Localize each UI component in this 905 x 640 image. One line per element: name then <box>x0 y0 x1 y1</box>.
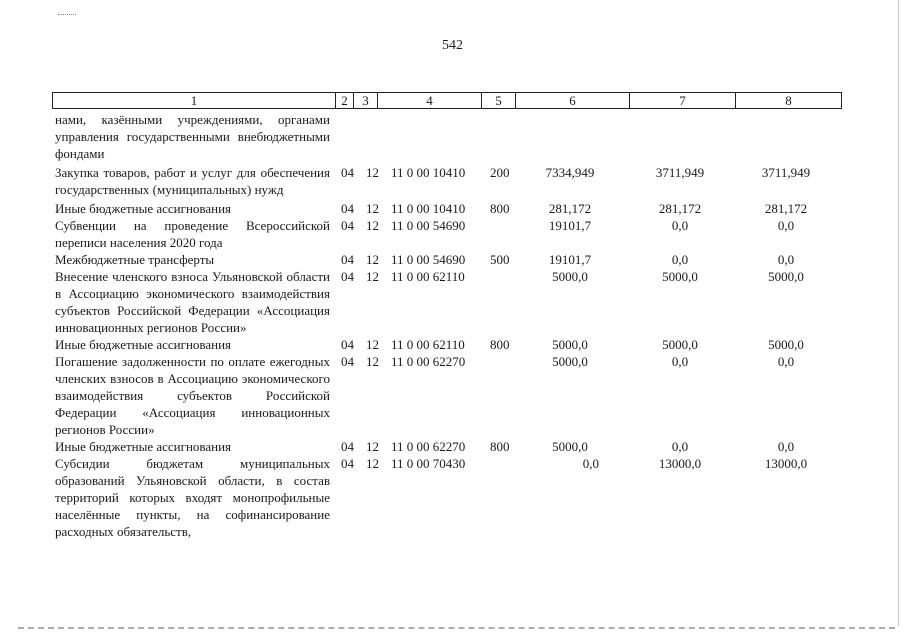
row-value-2020: 5000,0 <box>552 439 588 454</box>
row-description: Закупка товаров, работ и услуг для обеспечения государственных (муниципальных) нужд <box>55 165 330 197</box>
header-col-8: 8 <box>785 93 792 108</box>
table-row <box>0 251 905 268</box>
row-gr: 04 <box>341 456 354 471</box>
row-value-2020: 5000,0 <box>552 269 588 284</box>
row-value-2021: 281,172 <box>658 201 702 216</box>
row-rz: 12 <box>366 165 379 180</box>
row-description: Погашение задолженности по оплате ежегодных членских взносов в Ассоциацию экономического взаимодействия субъектов Российской Федерации «Ассоциация инновационных регионов России» <box>55 354 330 437</box>
row-vr: 500 <box>490 252 510 267</box>
row-value-2022: 13000,0 <box>764 456 808 471</box>
row-description: Иные бюджетные ассигнования <box>55 201 232 216</box>
row-vr: 800 <box>490 337 510 352</box>
row-csr: 11 0 00 62110 <box>391 269 465 284</box>
row-value-2021: 5000,0 <box>662 337 698 352</box>
row-value-2021: 5000,0 <box>662 269 698 284</box>
row-gr: 04 <box>341 354 354 369</box>
row-value-2022: 281,172 <box>764 201 808 216</box>
row-csr: 11 0 00 62270 <box>391 354 466 369</box>
row-description: Субсидии бюджетам муниципальных образований Ульяновской области, в состав территорий которых входят монопрофильные населённые пункты, на софинансирование расходных обязательств, <box>55 456 330 539</box>
row-value-2020: 0,0 <box>582 456 599 471</box>
row-vr: 800 <box>490 201 510 216</box>
header-col-1: 1 <box>53 93 336 108</box>
page-number: 542 <box>442 38 463 53</box>
row-description: Иные бюджетные ассигнования <box>55 337 232 352</box>
header-col-2: 2 <box>336 93 354 108</box>
row-csr: 11 0 00 70430 <box>391 456 466 471</box>
row-value-2021: 13000,0 <box>658 456 702 471</box>
row-value-2022: 0,0 <box>777 354 795 369</box>
row-description: Субвенции на проведение Всероссийской переписи населения 2020 года <box>55 218 330 250</box>
row-description: нами, казёнными учреждениями, органами управления государственными внебюджетными фондами <box>55 112 330 161</box>
row-value-2020: 19101,7 <box>548 252 592 267</box>
table-row <box>0 268 905 336</box>
row-rz: 12 <box>366 439 379 454</box>
row-rz: 12 <box>366 201 379 216</box>
header-col-4: 4 <box>378 93 482 108</box>
row-rz: 12 <box>366 354 379 369</box>
row-value-2020: 7334,949 <box>545 165 595 180</box>
row-rz: 12 <box>366 269 379 284</box>
row-csr: 11 0 00 62110 <box>391 337 465 352</box>
table-header <box>52 92 842 109</box>
row-gr: 04 <box>341 252 354 267</box>
row-vr: 200 <box>490 165 510 180</box>
row-value-2021: 3711,949 <box>655 165 705 180</box>
row-csr: 11 0 00 54690 <box>391 218 466 233</box>
table-row <box>0 164 905 198</box>
table-row <box>0 455 905 540</box>
row-vr: 800 <box>490 439 510 454</box>
row-description: Внесение членского взноса Ульяновской области в Ассоциацию экономического взаимодействия субъектов Российской Федерации «Ассоциация инновационных регионов России» <box>55 269 330 335</box>
row-value-2021: 0,0 <box>671 218 689 233</box>
row-description: Иные бюджетные ассигнования <box>55 439 232 454</box>
table-row <box>0 353 905 438</box>
row-rz: 12 <box>366 252 379 267</box>
row-csr: 11 0 00 10410 <box>391 201 466 216</box>
row-value-2022: 0,0 <box>777 439 795 454</box>
row-gr: 04 <box>341 201 354 216</box>
table-row <box>0 217 905 251</box>
row-value-2020: 5000,0 <box>552 354 588 369</box>
row-value-2022: 0,0 <box>777 252 795 267</box>
row-value-2020: 281,172 <box>548 201 592 216</box>
row-description: Межбюджетные трансферты <box>55 252 215 267</box>
row-value-2022: 0,0 <box>777 218 795 233</box>
row-csr: 11 0 00 10410 <box>391 165 466 180</box>
row-value-2022: 3711,949 <box>761 165 811 180</box>
table-row <box>0 438 905 455</box>
row-csr: 11 0 00 62270 <box>391 439 466 454</box>
header-col-3: 3 <box>354 93 378 108</box>
row-value-2021: 0,0 <box>671 252 689 267</box>
row-value-2021: 0,0 <box>671 354 689 369</box>
header-col-7: 7 <box>630 93 736 108</box>
row-value-2020: 19101,7 <box>548 218 592 233</box>
row-gr: 04 <box>341 269 354 284</box>
table-body <box>0 111 905 540</box>
row-value-2020: 5000,0 <box>552 337 588 352</box>
table-row <box>0 200 905 217</box>
row-gr: 04 <box>341 439 354 454</box>
row-gr: 04 <box>341 165 354 180</box>
row-rz: 12 <box>366 218 379 233</box>
header-col-5: 5 <box>482 93 516 108</box>
scan-bottom-edge <box>18 627 895 631</box>
row-value-2022: 5000,0 <box>768 269 804 284</box>
scan-mark <box>58 14 76 16</box>
row-csr: 11 0 00 54690 <box>391 252 466 267</box>
row-gr: 04 <box>341 218 354 233</box>
row-gr: 04 <box>341 337 354 352</box>
table-row <box>0 111 905 162</box>
row-value-2021: 0,0 <box>671 439 689 454</box>
header-col-6: 6 <box>516 93 630 108</box>
row-value-2022: 5000,0 <box>768 337 804 352</box>
row-rz: 12 <box>366 337 379 352</box>
table-row <box>0 336 905 353</box>
row-rz: 12 <box>366 456 379 471</box>
